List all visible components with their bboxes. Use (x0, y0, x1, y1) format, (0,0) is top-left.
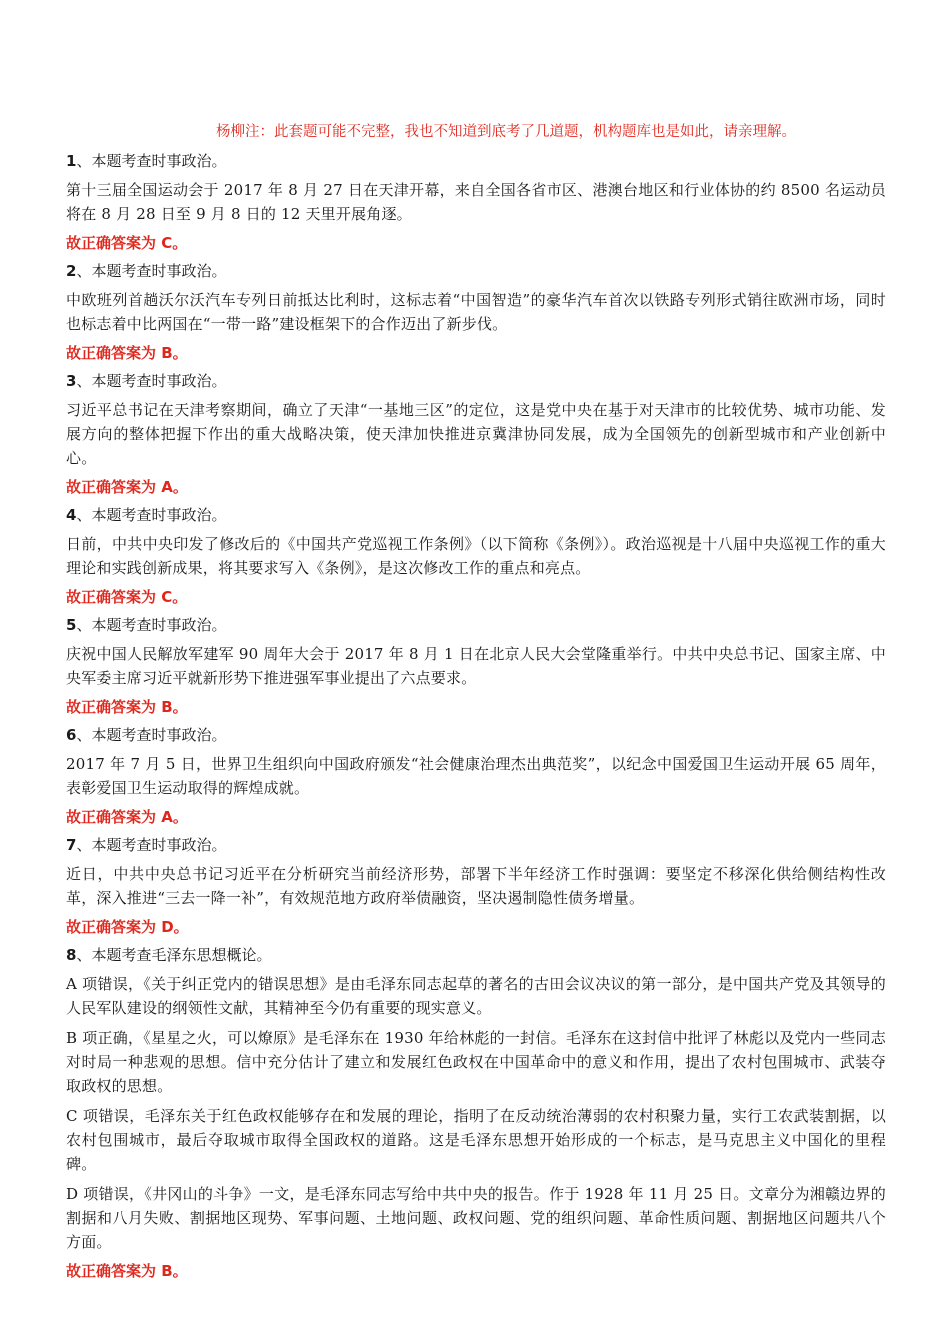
correct-answer: 故正确答案为 C。 (66, 234, 188, 252)
correct-answer: 故正确答案为 B。 (66, 1262, 188, 1280)
question-heading: 5、本题考查时事政治。 (66, 616, 227, 634)
correct-answer: 故正确答案为 B。 (66, 344, 188, 362)
question-item-8 (66, 944, 886, 1282)
explanation-text: 2017 年 7 月 5 日，世界卫生组织向中国政府颁发“社会健康治理杰出典范奖”，以纪念中国爱国卫生运动开展 65 周年，表彰爱国卫生运动取得的辉煌成就。 (66, 755, 886, 797)
question-number: 1 (66, 152, 77, 170)
correct-answer: 故正确答案为 C。 (66, 588, 188, 606)
explanation-text: 近日，中共中央总书记习近平在分析研究当前经济形势，部署下半年经济工作时强调：要坚定不移深化供给侧结构性改革，深入推进“三去一降一补”，有效规范地方政府举债融资，坚决遏制隐性债务增量。 (66, 865, 886, 907)
question-heading: 4、本题考查时事政治。 (66, 506, 227, 524)
question-heading: 3、本题考查时事政治。 (66, 372, 227, 390)
question-number: 2 (66, 262, 77, 280)
question-number: 8 (66, 946, 77, 964)
question-item-6 (66, 724, 886, 828)
question-item-3 (66, 370, 886, 498)
correct-answer: 故正确答案为 B。 (66, 698, 188, 716)
correct-answer: 故正确答案为 D。 (66, 918, 189, 936)
option-a-explanation: A 项错误，《关于纠正党内的错误思想》是由毛泽东同志起草的著名的古田会议决议的第一部分，是中国共产党及其领导的人民军队建设的纲领性文献，其精神至今仍有重要的现实意义。 (66, 975, 886, 1017)
question-item-1 (66, 150, 886, 254)
option-d-explanation: D 项错误，《井冈山的斗争》一文，是毛泽东同志写给中共中央的报告。作于 1928 年 11 月 25 日。文章分为湘赣边界的割据和八月失败、割据地区现势、军事问题、土地问题、政权问题、党的组织问题、革命性质问题、割据地区问题共八个方面。 (66, 1185, 886, 1251)
question-item-5 (66, 614, 886, 718)
explanation-text: 习近平总书记在天津考察期间，确立了天津“一基地三区”的定位，这是党中央在基于对天津市的比较优势、城市功能、发展方向的整体把握下作出的重大战略决策，使天津加快推进京冀津协同发展，成为全国领先的创新型城市和产业创新中心。 (66, 401, 886, 467)
question-heading: 7、本题考查时事政治。 (66, 836, 227, 854)
question-heading: 2、本题考查时事政治。 (66, 262, 227, 280)
answer-document (66, 120, 886, 1288)
question-heading: 1、本题考查时事政治。 (66, 152, 227, 170)
question-item-2 (66, 260, 886, 364)
explanation-text: 日前，中共中央印发了修改后的《中国共产党巡视工作条例》（以下简称《条例》）。政治巡视是十八届中央巡视工作的重大理论和实践创新成果，将其要求写入《条例》，是这次修改工作的重点和亮点。 (66, 535, 886, 577)
option-c-explanation: C 项错误，毛泽东关于红色政权能够存在和发展的理论，指明了在反动统治薄弱的农村积聚力量，实行工农武装割据，以农村包围城市，最后夺取城市取得全国政权的道路。这是毛泽东思想开始形成的一个标志，是马克思主义中国化的里程碑。 (66, 1107, 886, 1173)
explanation-text: 庆祝中国人民解放军建军 90 周年大会于 2017 年 8 月 1 日在北京人民大会堂隆重举行。中共中央总书记、国家主席、中央军委主席习近平就新形势下推进强军事业提出了六点要求。 (66, 645, 886, 687)
explanation-text: 中欧班列首趟沃尔沃汽车专列日前抵达比利时，这标志着“中国智造”的豪华汽车首次以铁路专列形式销往欧洲市场，同时也标志着中比两国在“一带一路”建设框架下的合作迈出了新步伐。 (66, 291, 886, 333)
explanation-text: 第十三届全国运动会于 2017 年 8 月 27 日在天津开幕，来自全国各省市区、港澳台地区和行业体协的约 8500 名运动员将在 8 月 28 日至 9 月 8 日的 12 天里开展角逐。 (66, 181, 886, 223)
question-number: 3 (66, 372, 77, 390)
question-item-7 (66, 834, 886, 938)
editor-note: 杨柳注：此套题可能不完整，我也不知道到底考了几道题，机构题库也是如此，请亲理解。 (216, 124, 796, 140)
question-heading: 8、本题考查毛泽东思想概论。 (66, 946, 272, 964)
question-number: 6 (66, 726, 77, 744)
question-heading: 6、本题考查时事政治。 (66, 726, 227, 744)
option-b-explanation: B 项正确，《星星之火，可以燎原》是毛泽东在 1930 年给林彪的一封信。毛泽东在这封信中批评了林彪以及党内一些同志对时局一种悲观的思想。信中充分估计了建立和发展红色政权在中国革命中的意义和作用，提出了农村包围城市、武装夺取政权的思想。 (66, 1029, 886, 1095)
question-number: 4 (66, 506, 77, 524)
question-number: 5 (66, 616, 77, 634)
question-number: 7 (66, 836, 77, 854)
question-item-4 (66, 504, 886, 608)
correct-answer: 故正确答案为 A。 (66, 478, 188, 496)
correct-answer: 故正确答案为 A。 (66, 808, 188, 826)
